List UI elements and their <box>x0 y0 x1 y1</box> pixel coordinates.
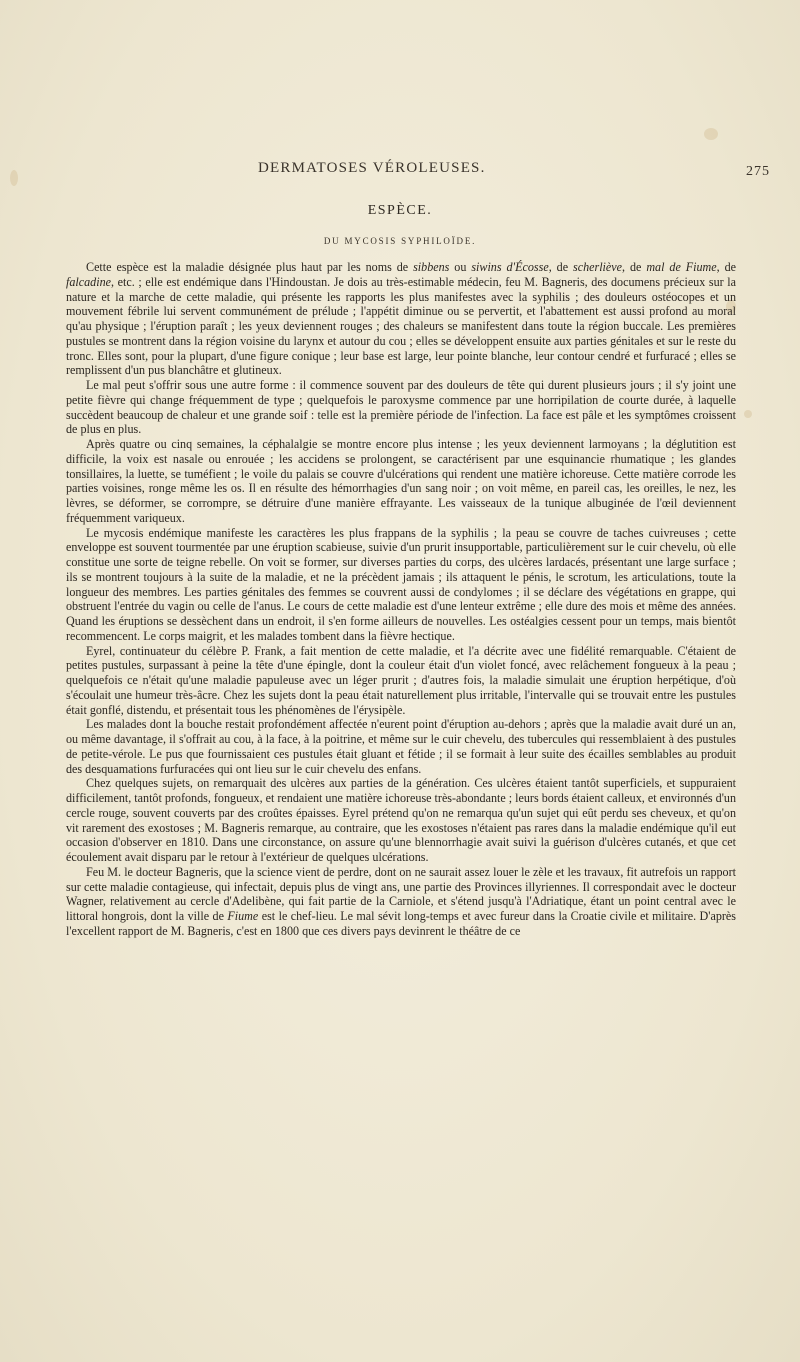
foxing-spot <box>704 128 718 140</box>
page-number: 275 <box>746 164 770 179</box>
text-run: Après quatre ou cinq semaines, la céphalalgie se montre encore plus intense ; les yeux deviennent larmoyans ; la déglutition est difficile, la voix est nasale ou enrouée ; les accidens se prolongent, se caractérisent par une esquinancie rhumatique ; les glandes tonsillaires, la luette, se tuméfient ; le voile du palais se couvre d'ulcérations qui rendent une matière ichoreuse. Cette matière corrode les parties voisines, ronge même les os. Il en résulte des hémorrhagies d'un sang noir ; on voit même, en pareil cas, les oreilles, le nez, les lèvres, se déformer, se corrompre, se détruire d'une manière effrayante. Les vaisseaux de la tunique albuginée de l'œil deviennent fréquemment variqueux. <box>66 437 736 525</box>
italic-term: Fiume <box>227 909 259 923</box>
paragraph <box>66 437 736 526</box>
text-run: Eyrel, continuateur du célèbre P. Frank, a fait mention de cette maladie, et l'a décrite avec une fidélité remarquable. C'étaient de petites pustules, surpassant à peine la tête d'une épingle, dont la couleur était d'un violet foncé, avec relâchement fongueux à la peau ; quelquefois ce n'était qu'une maladie papuleuse avec un léger prurit ; d'autres fois, la maladie simulait une éruption herpétique, d'où s'écoulait une humeur très-âcre. Chez les sujets dont la peau était naturellement plus irritable, l'intervalle qui se trouvait entre les pustules était gonflé, distendu, et présentait tous les phénomènes de l'érysipèle. <box>66 643 736 717</box>
paragraph <box>66 717 736 776</box>
italic-term: siwins d'Écosse <box>471 260 549 274</box>
text-run: , de <box>622 260 647 274</box>
paragraph <box>66 526 736 644</box>
text-run: Feu M. le docteur Bagneris, que la science vient de perdre, dont on ne saurait assez louer le zèle et les travaux, fit autrefois un rapport sur cette maladie contagieuse, qui infectait, depuis plus de vingt ans, une partie des Provinces illyriennes. Il correspondait avec le docteur Wagner, relativement au cercle d'Adelibène, qui fait partie de la Carniole, et s'étend jusqu'à l'Adriatique, étant un point central avec le littoral hongrois, dont la ville de <box>66 864 736 923</box>
text-run: , etc. ; elle est endémique dans l'Hindoustan. Je dois au très-estimable médecin, feu M. Bagneris, des documens précieux sur la nature et la marche de cette maladie, qui présente les rapports les plus manifestes avec la syphilis ; des douleurs ostéocopes et un mouvement fébrile lui servent communément de prélude ; l'appétit diminue ou se pervertit, et l'abattement est aussi profond au moral qu'au physique ; l'éruption paraît ; les yeux deviennent rouges ; des chaleurs se manifestent dans toute la région buccale. Les premières pustules se montrent dans la région voisine du larynx et autour du cou ; elles se développent ensuite aux parties génitales et sur le reste du tronc. Elles sont, pour la plupart, d'une figure conique ; leur base est large, leur pointe blanche, leur contour cendré et furfuracé ; elles se remplissent d'un pus blanchâtre et glutineux. <box>66 274 736 378</box>
foxing-spot <box>744 410 752 418</box>
paragraph <box>66 776 736 865</box>
body-text <box>66 260 736 939</box>
paragraph <box>66 644 736 718</box>
italic-term: mal de Fiume <box>646 260 717 274</box>
page-header <box>0 160 800 190</box>
paragraph <box>66 378 736 437</box>
text-run: est le chef-lieu. Le mal sévit long-temps et avec fureur dans la Croatie civile et militaire. D'après l'excellent rapport de M. Bagneris, c'est en 1800 que ces divers pays devinrent le théâtre de ce <box>66 909 736 938</box>
italic-term: scherliève <box>573 260 623 274</box>
text-run: , de <box>548 260 573 274</box>
italic-term: falcadine <box>66 274 112 289</box>
section-title: ESPÈCE. <box>367 203 433 218</box>
text-run: Le mal peut s'offrir sous une autre forme : il commence souvent par des douleurs de tête qui durent plusieurs jours ; il s'y joint une petite fièvre qui change fréquemment de type ; quelquefois le paroxysme commence par une horripilation de courte durée, à laquelle succèdent beaucoup de chaleur et une grande soif : telle est la première période de l'infection. La face est pâle et les symptômes croissent de plus en plus. <box>66 378 736 437</box>
text-run: Chez quelques sujets, on remarquait des ulcères aux parties de la génération. Ces ulcères étaient tantôt superficiels, et suppuraient difficilement, tantôt profonds, fongueux, et rendaient une matière ichoreuse très-abondante ; leurs bords étaient calleux, et environnés d'un cercle rouge, souvent couverts par des croûtes épaisses. Eyrel prétend qu'on ne remarqua qu'un sujet qui eût perdu ses cheveux, et qu'on vit rarement des exostoses ; M. Bagneris remarque, au contraire, que les exostoses n'étaient pas rares dans la maladie endémique qu'il eut occasion d'observer en 1810. Dans une circonstance, on assure qu'une blennorrhagie avait suivi la guérison d'ulcères cutanés, et que cet écoulement avait disparu par le retour à l'extérieur de quelques ulcérations. <box>66 776 736 864</box>
paragraph <box>66 865 736 939</box>
text-run: Les malades dont la bouche restait profondément affectée n'eurent point d'éruption au-dehors ; après que la maladie avait duré un an, ou même davantage, il s'offrait au cou, à la face, à la poitrine, et même sur le cuir chevelu, des tubercules qui ressemblaient à des pustules de petite-vérole. Le pus que fournissaient ces pustules était gluant et fétide ; il se formait à leur suite des écailles semblables au produit des desquamations furfuracées qui ont lieu sur le cuir chevelu des enfans. <box>66 717 736 776</box>
italic-term: sibbens <box>413 260 450 274</box>
text-run: Cette espèce est la maladie désignée plus haut par les noms de <box>86 260 414 274</box>
text-run: ou <box>449 260 472 274</box>
section-subtitle: DU MYCOSIS SYPHILOÏDE. <box>323 236 477 246</box>
text-run: Le mycosis endémique manifeste les caractères les plus frappans de la syphilis ; la peau se couvre de taches cuivreuses ; cette enveloppe est souvent tourmentée par une éruption scabieuse, suivie d'un prurit insupportable, particulièrement sur le cuir chevelu, où elle constitue une sorte de teigne rebelle. On voit se former, sur diverses parties du corps, des ulcères lardacés, présentant une large surface ; ils se montrent toujours à la suite de la maladie, et ne la précèdent jamais ; ils attaquent le pénis, le scrotum, les articulations, toute la longueur des membres. Les parties génitales des femmes se couvrent aussi de condylomes ; il se déclare des végétations en grappe, qui obstruent l'entrée du vagin ou celle de l'anus. Le cours de cette maladie est d'une lenteur extrême ; elle dure des mois et même des années. Quand les éruptions se dessèchent dans un endroit, il s'en forme ailleurs de nouvelles. Les ostéalgies cessent pour un temps, mais bientôt recommencent. Le corps maigrit, et les malades tombent dans la fièvre hectique. <box>66 525 736 643</box>
paragraph <box>66 260 736 378</box>
running-head: DERMATOSES VÉROLEUSES. <box>258 160 486 176</box>
text-run: , de <box>716 260 737 274</box>
